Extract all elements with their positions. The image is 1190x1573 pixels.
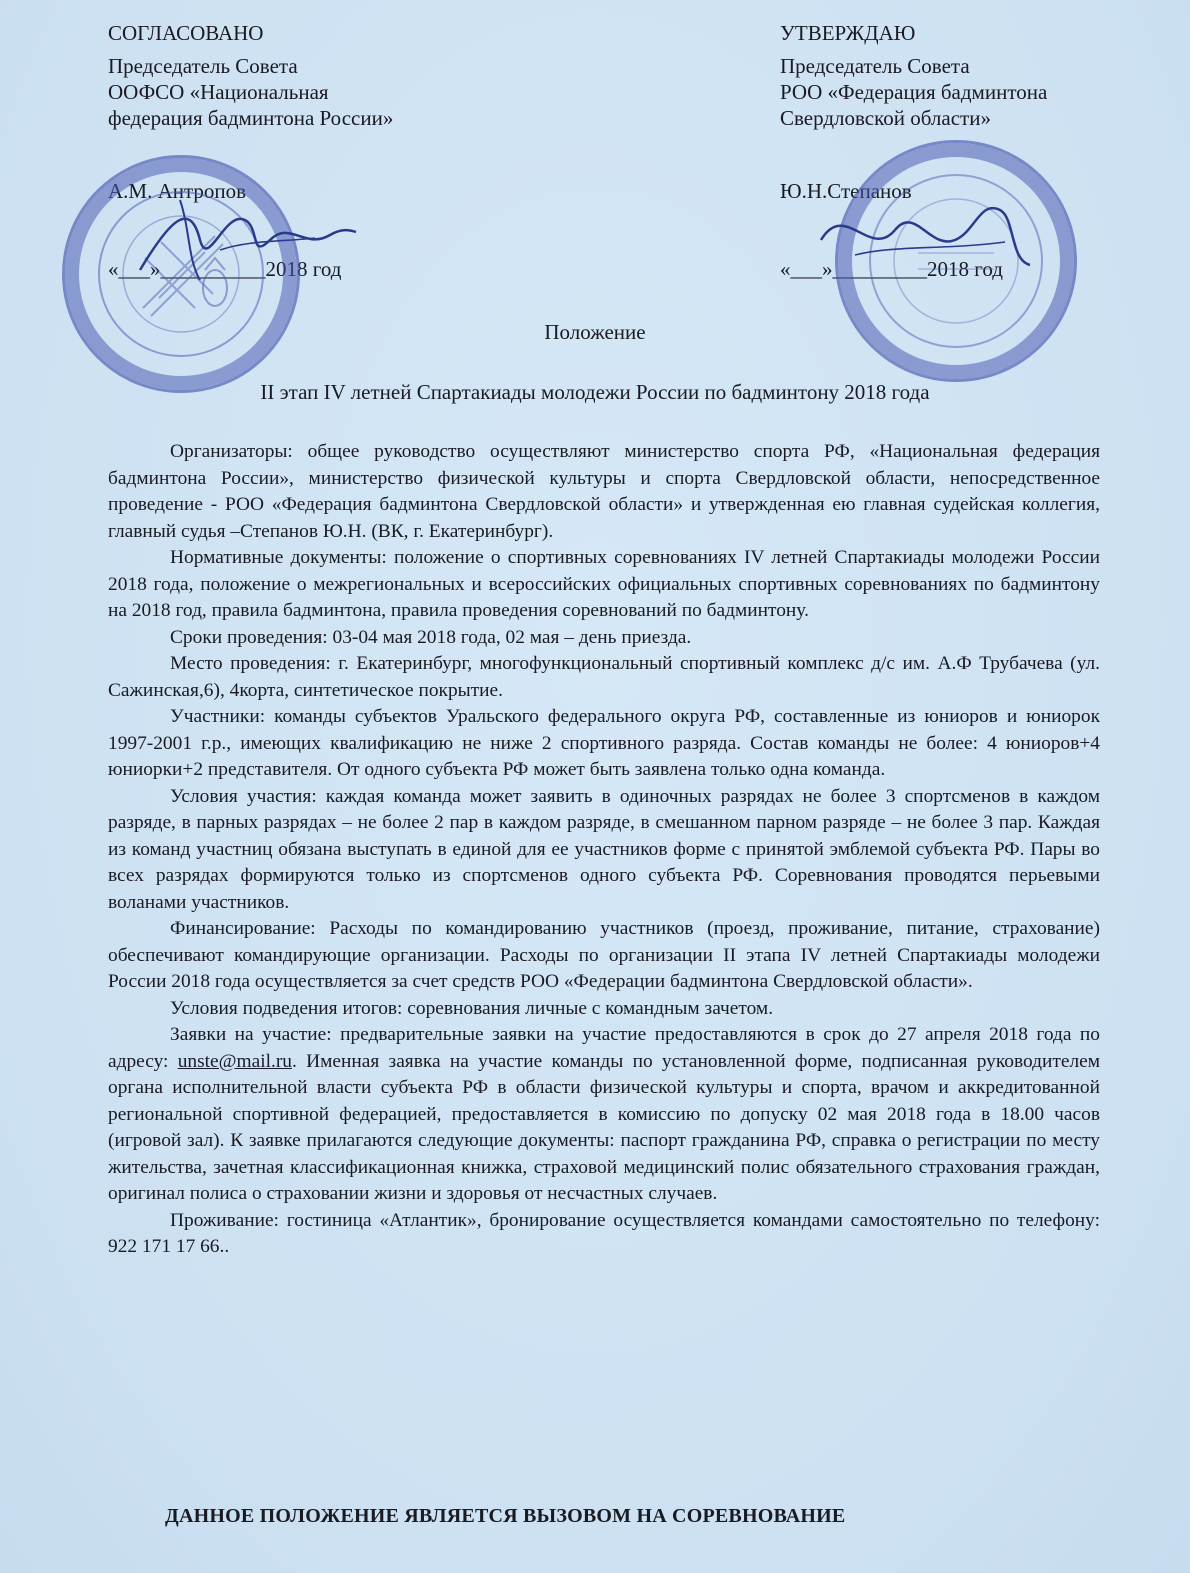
agreed-signature (130, 180, 360, 290)
agreed-line-1: Председатель Совета (108, 54, 298, 78)
agreed-line-2: ООФСО «Национальная (108, 80, 329, 104)
agreed-line-3: федерация бадминтона России» (108, 106, 394, 130)
agreed-heading: СОГЛАСОВАНО (108, 21, 264, 45)
paragraph-venue: Место проведения: г. Екатеринбург, многофункциональный спортивный комплекс д/с им. А.Ф Трубачева (ул. Сажинская,6), 4корта, синтетическое покрытие. (108, 653, 1100, 701)
paragraph-accommodation: Проживание: гостиница «Атлантик», бронирование осуществляется командами самостоятельно по телефону: 922 171 17 66.. (108, 1209, 1100, 1257)
approved-line-3: Свердловской области» (780, 106, 991, 130)
approved-signer: Ю.Н.Степанов (780, 179, 912, 203)
applications-text-end: . Именная заявка на участие команды по установленной форме, подписанная руководителем органа исполнительной власти субъекта РФ в области физической культуры и спорта, врачом и аккредитованной региональной спортивной федерацией, предоставляется в комиссию по допуску 02 мая 2018 года в 18.00 часов (игровой зал). К заявке прилагаются следующие документы: паспорт гражданина РФ, справка о регистрации по месту жительства, зачетная классификационная книжка, страховой медицинский полис обязательного страхования граждан, оригинал полиса о страховании жизни и здоровья от несчастных случаев. (108, 1050, 1100, 1204)
approved-date-line: «___»_________2018 год (780, 257, 1003, 281)
paragraph-results: Условия подведения итогов: соревнования личные с командным зачетом. (170, 997, 774, 1019)
paragraph-financing: Финансирование: Расходы по командированию участников (проезд, проживание, питание, страхование) обеспечивают командирующие организации. Расходы по организации II этапа IV летней Спартакиады молодежи России 2018 года осуществляется за счет средств РОО «Федерации бадминтона Свердловской области». (108, 918, 1100, 992)
document-title: Положение (544, 320, 646, 344)
document-body (108, 439, 1100, 1261)
document-subtitle: II этап IV летней Спартакиады молодежи России по бадминтону 2018 года (260, 380, 930, 404)
paragraph-applications (108, 1022, 1100, 1208)
agreed-date-line: «___»__________2018 год (108, 257, 342, 281)
applications-text-start: Заявки на участие: предварительные заявки на участие предоставляются в срок до 27 апреля 2018 года по адресу: (108, 1024, 1100, 1072)
paragraph-dates: Сроки проведения: 03-04 мая 2018 года, 02 мая – день приезда. (170, 626, 692, 648)
approved-line-1: Председатель Совета (780, 54, 970, 78)
paragraph-participation-conditions: Условия участия: каждая команда может заявить в одиночных разрядах не более 3 спортсменов в каждом разряде, в парных разрядах – не более 2 пар в каждом разряде, в смешанном парном разряде – не более 3 пар. Каждая из команд участниц обязана выступать в единой для ее участников форме с принятой эмблемой субъекта РФ. Пары во всех разрядах формируются только из спортсменов одного субъекта РФ. Соревнования проводятся перьевыми воланами участников. (108, 785, 1100, 913)
approved-signature (815, 170, 1045, 280)
competition-call-notice: ДАННОЕ ПОЛОЖЕНИЕ ЯВЛЯЕТСЯ ВЫЗОВОМ НА СОРЕВНОВАНИЕ (165, 1505, 846, 1527)
paragraph-normative-documents: Нормативные документы: положение о спортивных соревнованиях IV летней Спартакиады молодежи России 2018 года, положение о межрегиональных и всероссийских официальных спортивных соревнованиях по бадминтону на 2018 год, правила бадминтона, правила проведения соревнований по бадминтону. (108, 547, 1100, 621)
paragraph-organizers: Организаторы: общее руководство осуществляют министерство спорта РФ, «Национальная федерация бадминтона России», министерство физической культуры и спорта Свердловской области, непосредственное проведение - РОО «Федерация бадминтона Свердловской области» и утвержденная ею главная судейская коллегия, главный судья –Степанов Ю.Н. (ВК, г. Екатеринбург). (108, 441, 1100, 542)
paragraph-participants: Участники: команды субъектов Уральского федерального округа РФ, составленные из юниоров и юниорок 1997-2001 г.р., имеющих квалификацию не ниже 2 спортивного разряда. Состав команды не более: 4 юниоров+4 юниорки+2 представителя. От одного субъекта РФ может быть заявлена только одна команда. (108, 706, 1100, 780)
email-link[interactable]: unste@mail.ru (177, 1050, 292, 1072)
approved-heading: УТВЕРЖДАЮ (780, 21, 916, 45)
approved-line-2: РОО «Федерация бадминтона (780, 80, 1048, 104)
agreed-signer: А.М. Антропов (108, 179, 247, 203)
